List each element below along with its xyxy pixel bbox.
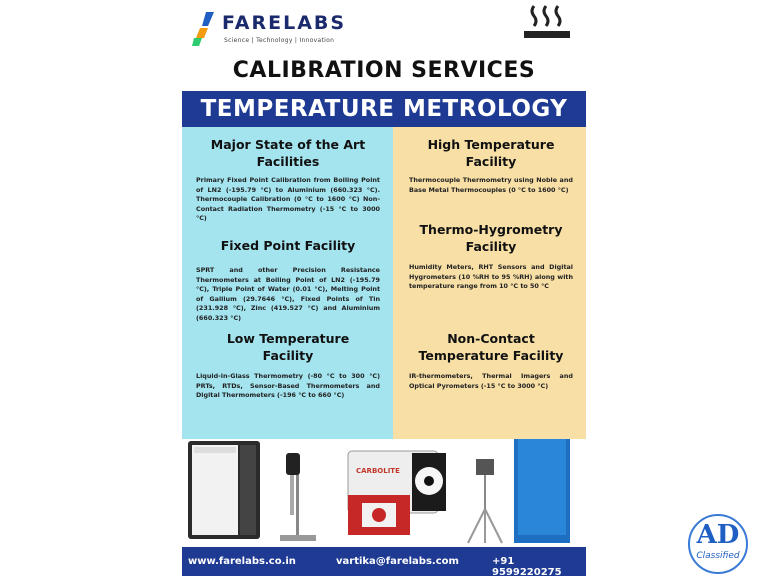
section-thermo-hygrometry: [409, 221, 573, 292]
poster: [180, 0, 588, 576]
section-heading: Fixed Point Facility: [220, 238, 356, 253]
section-text: IR-thermometers, Thermal Imagers and Optical Pyrometers (-15 °C to 3000 °C): [409, 372, 573, 390]
section-low-temperature: [196, 330, 380, 401]
section-non-contact: [409, 330, 573, 391]
left-column: [182, 127, 393, 439]
blackbody-cabinet-image: [514, 439, 570, 543]
section-text: Humidity Meters, RHT Sensors and Digital Hygrometers (10 %RH to 95 %RH) along with temperature range from 10 °C to 50 °C: [409, 263, 573, 290]
section-heading: High Temperature Facility: [427, 137, 555, 169]
logo-mark-icon: [192, 8, 226, 48]
section-heading: Thermo-Hygrometry Facility: [419, 222, 563, 254]
section-text: SPRT and other Precision Resistance Thermometers at Boiling Point of LN2 (-195.79 °C), Triple Point of Water (0.01 °C), Melting Point of Gallium (29.7646 °C), Fixed Points of Tin (231.928 °C), Zinc (419.527 °C) and Aluminium (660.323 °C): [196, 266, 380, 322]
brand-name: FARELABS: [222, 12, 347, 34]
section-high-temperature: [409, 136, 573, 195]
right-column: [393, 127, 586, 439]
product-photos: [182, 439, 586, 547]
farelabs-logo[interactable]: [192, 6, 352, 46]
contact-footer: [182, 547, 586, 576]
section-banner: TEMPERATURE METROLOGY: [182, 91, 586, 127]
dry-block-calibrator-image: [188, 441, 260, 539]
section-major-facilities: [196, 136, 380, 224]
brand-tagline: Science | Technology | Innovation: [224, 37, 335, 44]
badge-classified-text: Classified: [696, 551, 740, 561]
heat-steam-icon: [522, 4, 572, 40]
page-title: CALIBRATION SERVICES: [232, 58, 536, 83]
email-link[interactable]: vartika@farelabs.com: [336, 556, 459, 567]
furnace-label: CARBOLITE: [356, 467, 400, 475]
section-text: Thermocouple Thermometry using Noble and Base Metal Thermocouples (0 °C to 1600 °C): [409, 176, 573, 194]
section-heading: Non-Contact Temperature Facility: [418, 331, 564, 363]
website-link[interactable]: www.farelabs.co.in: [188, 556, 296, 567]
badge-ad-text: AD: [696, 520, 740, 550]
section-fixed-point: [196, 237, 380, 323]
ad-classified-badge[interactable]: [688, 514, 748, 574]
section-heading: Low Temperature Facility: [226, 331, 350, 363]
carbolite-furnace-image: [348, 451, 446, 535]
lab-stand-image: [280, 453, 316, 541]
section-heading: Major State of the Art Facilities: [210, 137, 366, 169]
section-text: Primary Fixed Point Calibration from Boiling Point of LN2 (-195.79 °C) to Aluminium (660.323 °C). Thermocouple Calibration (0 °C to 1600 °C) Non-Contact Radiation Thermometry (-15 °C to 3000 °C): [196, 176, 380, 222]
tripod-pyrometer-image: [468, 459, 502, 543]
section-text: Liquid-in-Glass Thermometry (-80 °C to 300 °C) PRTs, RTDs, Sensor-Based Thermometers and Digital Thermometers (-196 °C to 660 °C): [196, 372, 380, 399]
phone-link[interactable]: +91 9599220275: [492, 556, 562, 578]
